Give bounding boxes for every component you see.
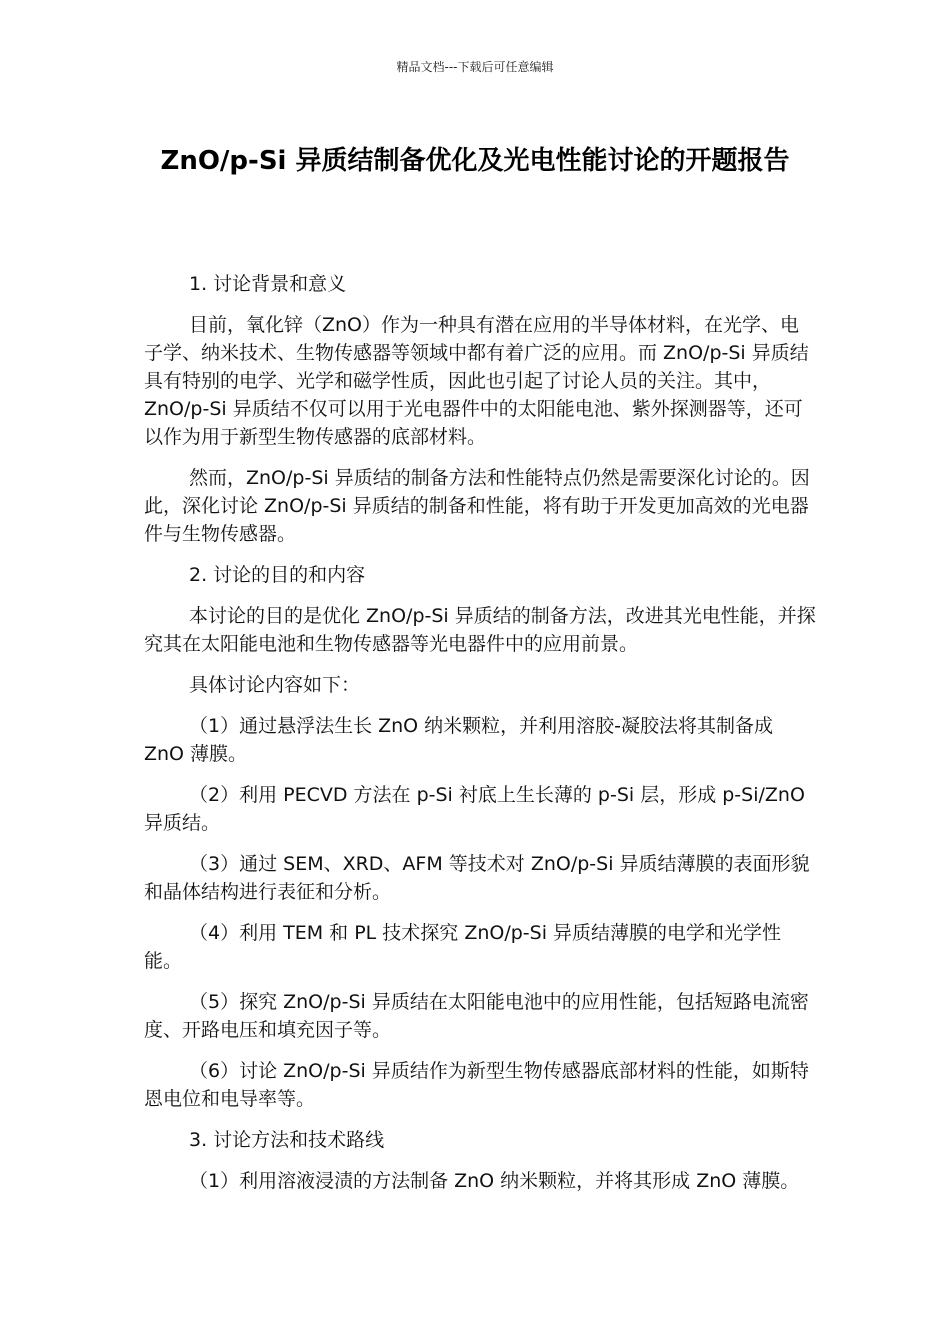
- list-item: （1）通过悬浮法生长 ZnO 纳米颗粒，并利用溶胶-凝胶法将其制备成 ZnO 薄膜。: [144, 715, 774, 765]
- section-heading-objectives: 2. 讨论的目的和内容: [189, 564, 366, 586]
- list-item: （4）利用 TEM 和 PL 技术探究 ZnO/p-Si 异质结薄膜的电学和光学性能。: [144, 922, 782, 972]
- document-body: [144, 270, 816, 1208]
- list-item: （5）探究 ZnO/p-Si 异质结在太阳能电池中的应用性能，包括短路电流密度、开路电压和填充因子等。: [144, 991, 809, 1041]
- paragraph: 然而，ZnO/p-Si 异质结的制备方法和性能特点仍然是需要深化讨论的。因此，深化讨论 ZnO/p-Si 异质结的制备和性能，将有助于开发更加高效的光电器件与生物传感器。: [144, 467, 810, 545]
- list-item: （3）通过 SEM、XRD、AFM 等技术对 ZnO/p-Si 异质结薄膜的表面形貌和晶体结构进行表征和分析。: [144, 853, 810, 903]
- paragraph: 本讨论的目的是优化 ZnO/p-Si 异质结的制备方法，改进其光电性能，并探究其在太阳能电池和生物传感器等光电器件中的应用前景。: [144, 605, 816, 655]
- list-item: （1）利用溶液浸渍的方法制备 ZnO 纳米颗粒，并将其形成 ZnO 薄膜。: [189, 1170, 800, 1192]
- list-item: （2）利用 PECVD 方法在 p-Si 衬底上生长薄的 p-Si 层，形成 p-Si/ZnO 异质结。: [144, 784, 805, 834]
- header-note: 精品文档---下载后可任意编辑: [396, 60, 554, 74]
- section-heading-background: 1. 讨论背景和意义: [189, 273, 347, 295]
- document-title: ZnO/p-Si 异质结制备优化及光电性能讨论的开题报告: [160, 146, 790, 176]
- list-item: （6）讨论 ZnO/p-Si 异质结作为新型生物传感器底部材料的性能，如斯特恩电位和电导率等。: [144, 1060, 809, 1110]
- paragraph: 具体讨论内容如下：: [189, 674, 361, 696]
- paragraph: 目前，氧化锌（ZnO）作为一种具有潜在应用的半导体材料，在光学、电子学、纳米技术、生物传感器等领域中都有着广泛的应用。而 ZnO/p-Si 异质结具有特别的电学、光学和磁学性质，因此也引起了讨论人员的关注。其中，ZnO/p-Si 异质结不仅可以用于光电器件中的太阳能电池、紫外探测器等，还可以作为用于新型生物传感器的底部材料。: [144, 314, 809, 448]
- section-heading-methods: 3. 讨论方法和技术路线: [189, 1129, 385, 1151]
